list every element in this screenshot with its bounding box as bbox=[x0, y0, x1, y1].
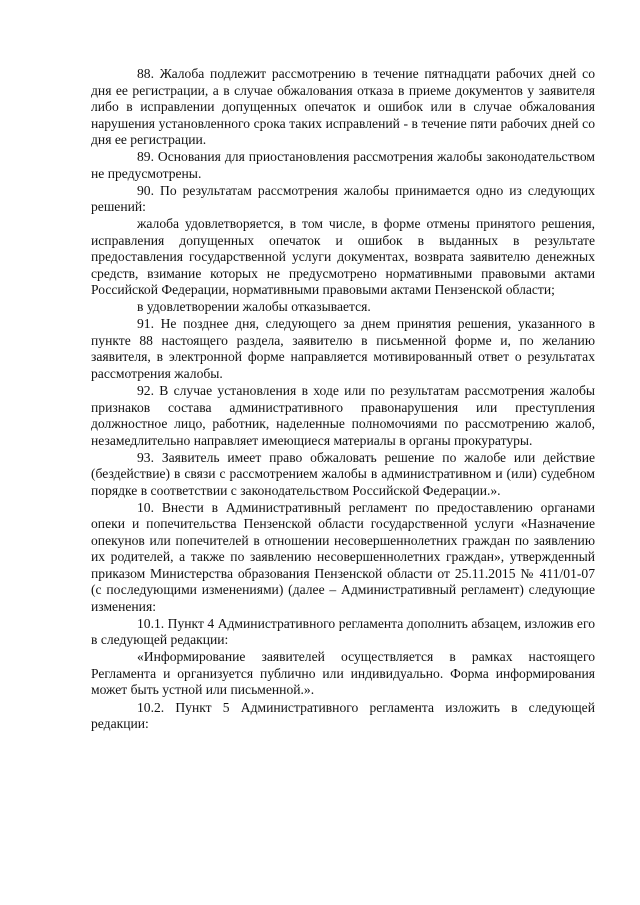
paragraph-89: 89. Основания для приостановления рассмотрения жалобы законодательством не предусмотрены. bbox=[91, 149, 595, 181]
paragraph-91: 91. Не позднее дня, следующего за днем принятия решения, указанного в пункте 88 настоящего раздела, заявителю в письменной форме и, по желанию заявителя, в электронной форме направляется мотивированный ответ о результатах рассмотрения жалобы. bbox=[91, 316, 595, 381]
paragraph-93: 93. Заявитель имеет право обжаловать решение по жалобе или действие (бездействие) в связи с рассмотрением жалобы в административном и (или) судебном порядке в соответствии с законодательством Российской Федерации.». bbox=[91, 449, 595, 498]
paragraph-10: 10. Внести в Административный регламент по предоставлению органами опеки и попечительства Пензенской области государственной услуги «Назначение опекунов или попечителей в отношении несовершеннолетних граждан по заявлению их родителей, а также по заявлению несовершеннолетних граждан», утвержденный приказом Министерства образования Пензенской области от 25.11.2015 № 411/01-07 (с последующими изменениями) (далее – Административный регламент) следующие изменения: bbox=[91, 499, 595, 614]
document-page bbox=[91, 66, 595, 733]
paragraph-10-2: 10.2. Пункт 5 Административного регламента изложить в следующей редакции: bbox=[91, 699, 595, 732]
paragraph-10-1-quote: «Информирование заявителей осуществляется в рамках настоящего Регламента и организуется публично или индивидуально. Форма информирования может быть устной или письменной.». bbox=[91, 649, 595, 698]
paragraph-88: 88. Жалоба подлежит рассмотрению в течение пятнадцати рабочих дней со дня ее регистрации, а в случае обжалования отказа в приеме документов у заявителя либо в исправлении допущенных опечаток и ошибок или в случае обжалования нарушения установленного срока таких исправлений - в течение пяти рабочих дней со дня ее регистрации. bbox=[91, 66, 595, 147]
paragraph-90-decision-refused: в удовлетворении жалобы отказывается. bbox=[137, 299, 371, 315]
paragraph-92: 92. В случае установления в ходе или по результатам рассмотрения жалобы признаков состава административного правонарушения или преступления должностное лицо, работник, наделенные полномочиями по рассмотрению жалоб, незамедлительно направляет имеющиеся материалы в органы прокуратуры. bbox=[91, 383, 595, 448]
paragraph-90-decision-satisfied: жалоба удовлетворяется, в том числе, в форме отмены принятого решения, исправления допущенных опечаток и ошибок в выданных в результате предоставления государственной услуги документах, возврата заявителю денежных средств, взимание которых не предусмотрено нормативными правовыми актами Российской Федерации, нормативными правовыми актами Пензенской области; bbox=[91, 216, 595, 298]
paragraph-10-1: 10.1. Пункт 4 Административного регламента дополнить абзацем, изложив его в следующей редакции: bbox=[91, 615, 595, 648]
paragraph-90: 90. По результатам рассмотрения жалобы принимается одно из следующих решений: bbox=[91, 182, 595, 215]
